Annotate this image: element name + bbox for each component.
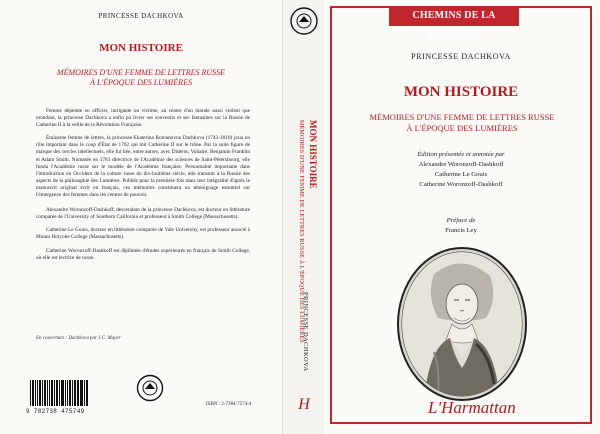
editor-name: Alexandre Woronzoff-Dashkoff (418, 161, 504, 168)
series-seal-icon (136, 374, 164, 402)
author-bio: Catherine Le Gouis, docteur en littérature comparée de Yale University, est professeur associé à Mount Holyoke College (Massachusetts). (36, 227, 250, 241)
front-cover (324, 0, 600, 434)
back-subtitle (38, 68, 244, 88)
edition-label: Édition présentée et annotée par (417, 151, 505, 158)
editor-name: Catherine Le Gouis (434, 171, 488, 178)
portrait-image (394, 244, 530, 404)
back-subtitle-line1: MÉMOIRES D'UNE FEMME DE LETTRES RUSSE (56, 68, 226, 77)
preface-label: Préface de (446, 217, 476, 224)
author-bio: Alexandre Woronzoff-Dashkoff, descendant de la princesse Dachkova, est docteur en littérature comparée de l'University of Southern California et professeur à Smith College (Massachusetts). (36, 207, 250, 221)
blurb-paragraph: Femme dépeinte en officier, intrigante ou victime, au centre d'un monde aussi violent que mondain, la princesse Dachkova a enfin pu livrer ses souvenirs et ses fantasmes sur la Russie de Catherine II à la veille de la Révolution Française. (36, 108, 250, 129)
spine-author: PRINCESSE DACHKOVA (302, 292, 309, 372)
isbn: ISBN : 2-7384-7574-4 (206, 402, 252, 407)
publisher-logo: L'Harmattan (428, 398, 516, 417)
barcode-number: 9 782738 475749 (26, 408, 85, 415)
back-author: PRINCESSE DACHKOVA (98, 12, 184, 20)
front-subtitle (344, 112, 580, 134)
spine-text (283, 0, 325, 434)
blurb-paragraph: Éminente femme de lettres, la princesse Ekaterina Romanovna Dachkova (1743-1810) joua un rôle important dans le coup d'État de 1762 qui mit Catherine II sur le trône. Par la suite figure de marque des cercles intellectuels, elle fut liée, entre autres, avec Diderot, Voltaire, Benjamin Franklin et Adam Smith. Nommée en 1783 directrice de l'Académie des sciences de Saint-Pétersbourg, elle fonda l'Académie russe sur le modèle de l'Académie française. Personnalité importante dans l'introduction en Occident de la culture russe du dix-huitième siècle, elle transmit à la Russie des aspects de la philosophie des Lumières. Publiés pour la première fois dans leur intégralité d'après le manuscrit original écrit en français, ces mémoires constituent un témoignage essentiel sur l'émergence des femmes dans les centres de pouvoir. (36, 135, 250, 199)
edition-credits (330, 150, 592, 190)
front-subtitle-line1: MÉMOIRES D'UNE FEMME DE LETTRES RUSSE (369, 112, 555, 122)
back-cover (0, 0, 282, 434)
back-blurb (36, 108, 250, 268)
back-subtitle-line2: À L'ÉPOQUE DES LUMIÈRES (90, 78, 192, 87)
preface-author: Francis Ley (445, 227, 477, 234)
front-subtitle-line2: À L'ÉPOQUE DES LUMIÈRES (406, 123, 518, 133)
spine (282, 0, 326, 434)
front-title: MON HISTOIRE (403, 84, 519, 100)
spine-title: MON HISTOIRE (308, 120, 318, 189)
preface-credit (330, 216, 592, 236)
barcode (30, 380, 88, 406)
author-bio: Catherine Woronzoff-Dashkoff est diplômée d'études supérieures en français de Smith College, où elle est lectrice de russe. (36, 247, 250, 261)
cover-credit: En couverture : Dachkova par J.C. Mayer (36, 336, 121, 341)
back-title: MON HISTOIRE (99, 42, 183, 54)
editor-name: Catherine Woronzoff-Dashkoff (419, 181, 503, 188)
series-banner: CHEMINS DE LA MÉMOIRE (389, 6, 519, 26)
spine-publisher-logo: H (298, 396, 310, 413)
spine-subtitle: MÉMOIRES D'UNE FEMME DE LETTRES RUSSE À L'ÉPOQUE DES LUMIÈRES (298, 120, 304, 343)
front-author: PRINCESSE DACHKOVA (411, 52, 511, 61)
